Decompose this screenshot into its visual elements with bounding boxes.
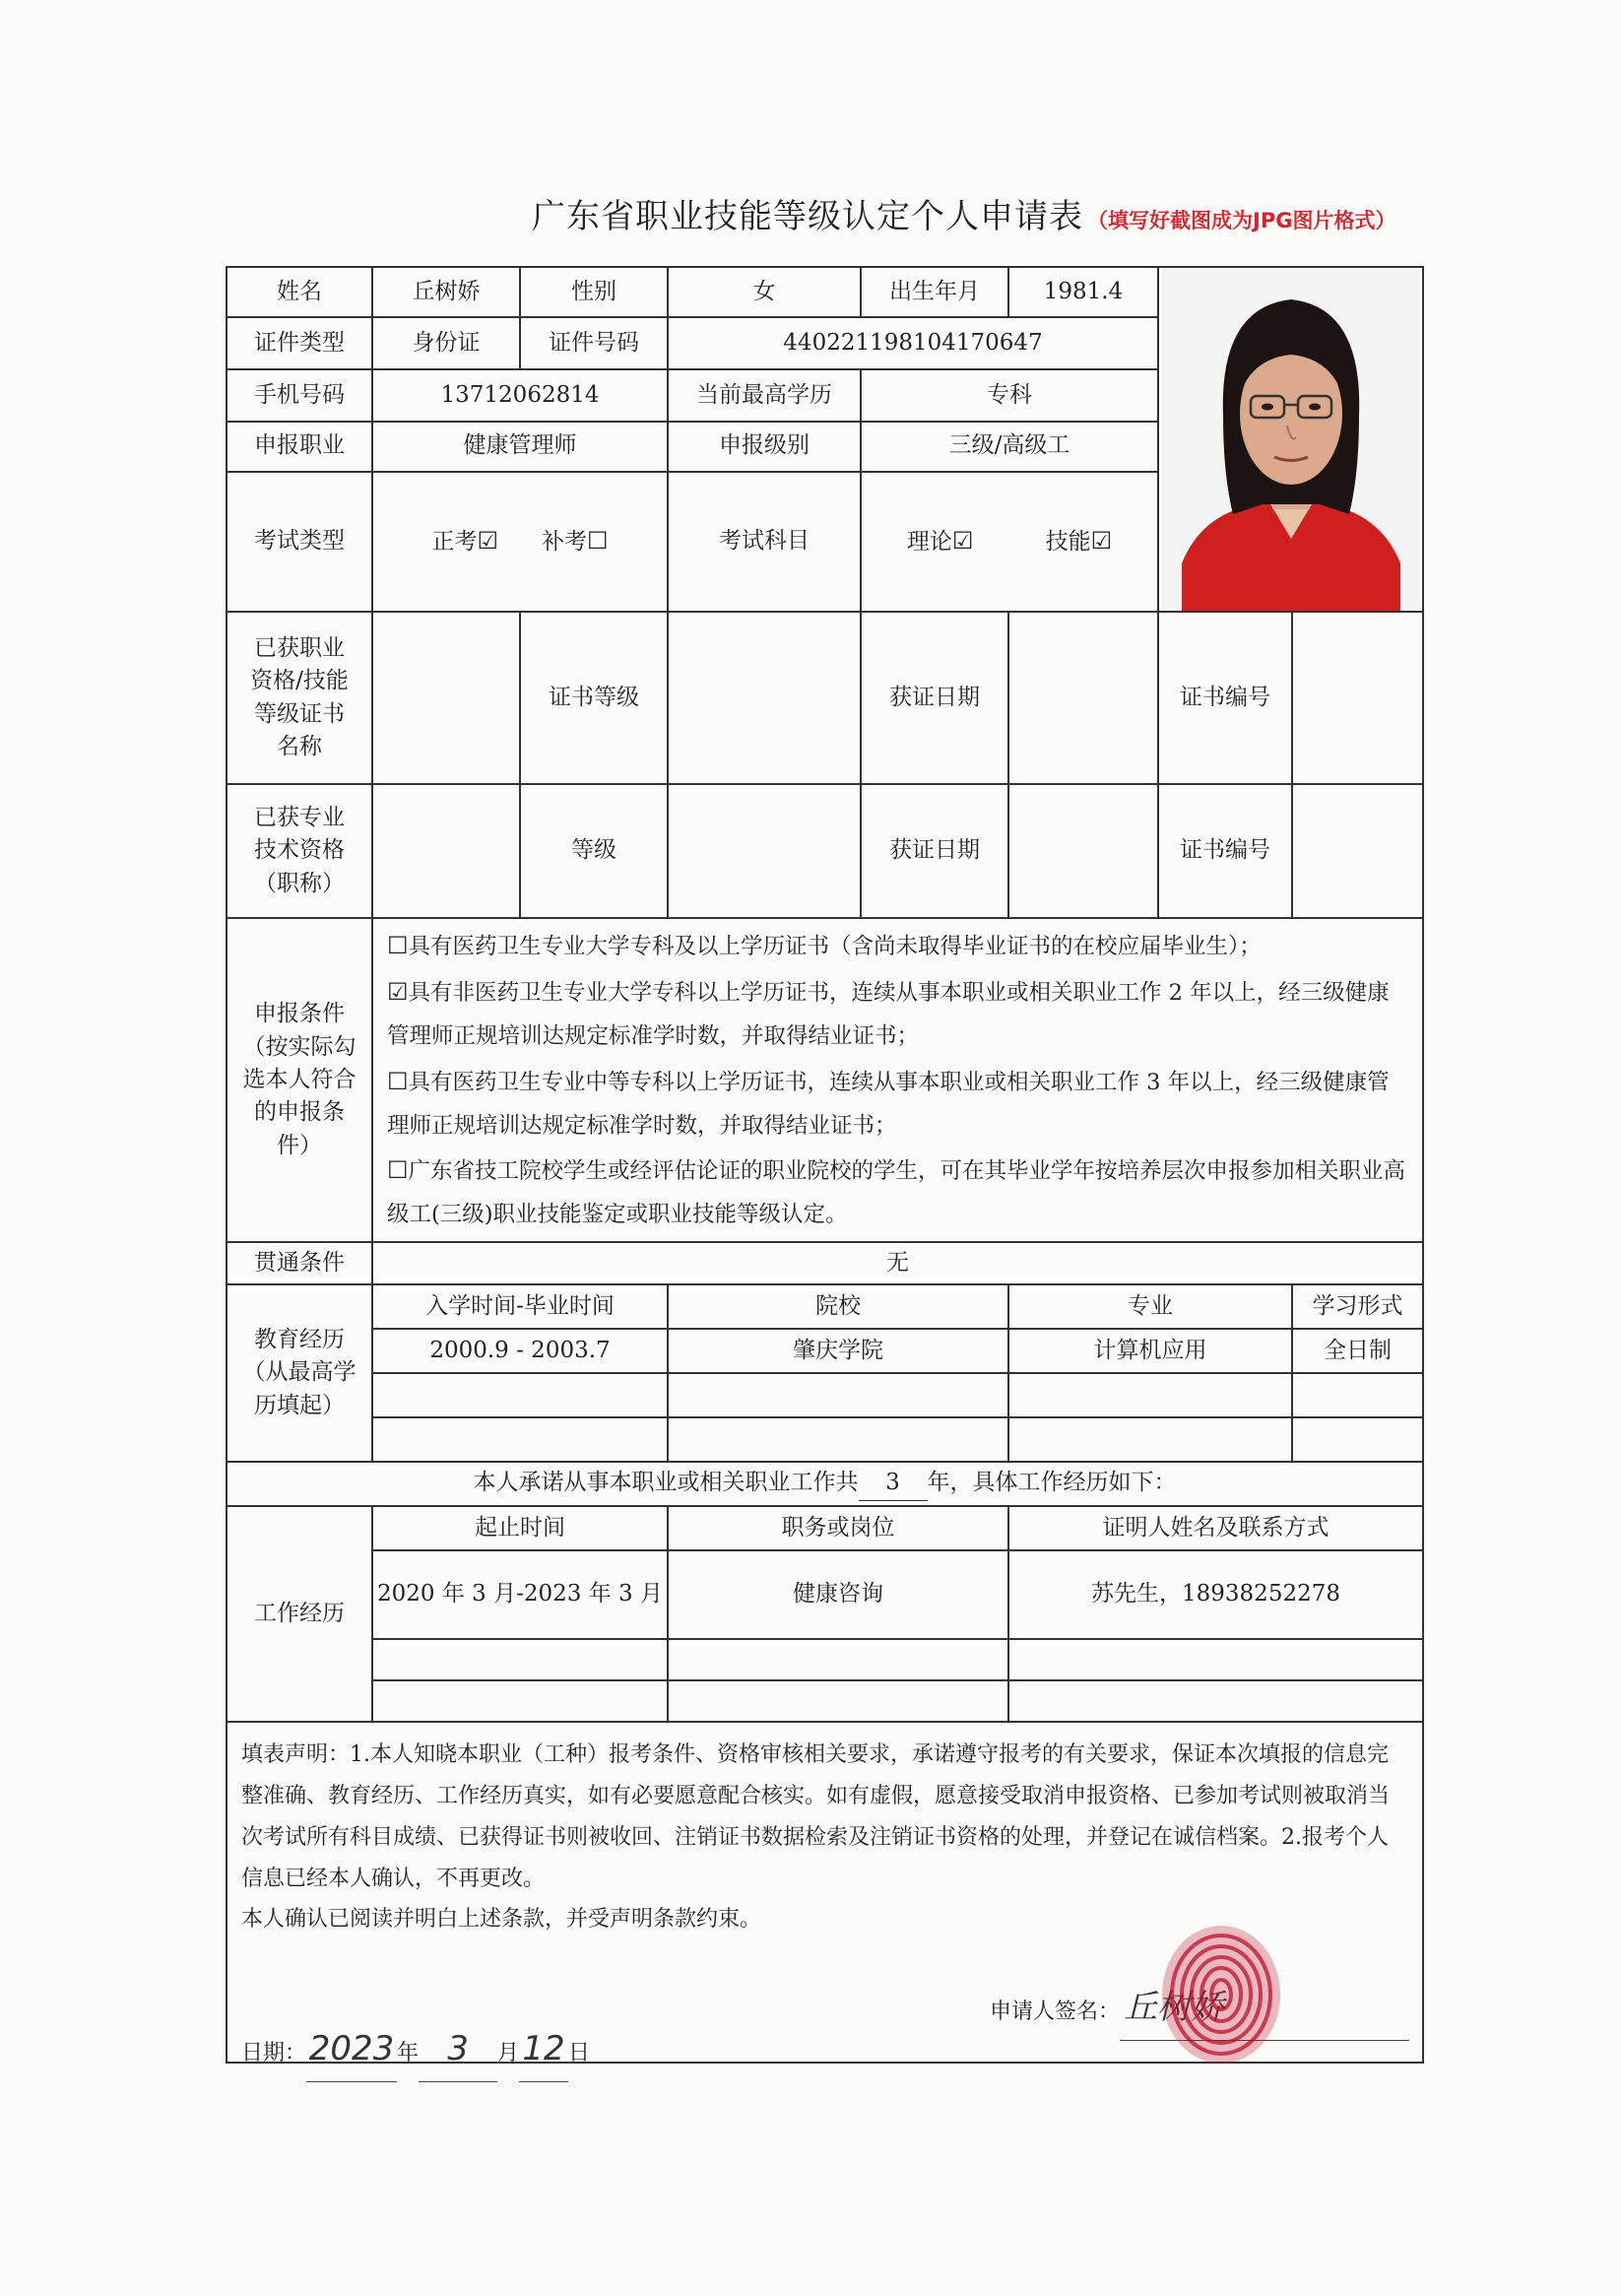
fingerprint-icon: [1157, 1921, 1285, 2068]
applicant-photo: [1162, 268, 1420, 611]
edu-row-empty: [227, 1417, 1423, 1462]
edu-row: [227, 1329, 1423, 1373]
label-birth: 出生年月: [861, 267, 1008, 317]
label-tech-level: 等级: [520, 784, 668, 918]
declaration-cell: [227, 1722, 1423, 2069]
work-promise-after: 年，具体工作经历如下：: [927, 1470, 1177, 1496]
label-phone: 手机号码: [227, 369, 372, 422]
declaration-text: 填表声明：1.本人知晓本职业（工种）报考条件、资格审核相关要求，承诺遵守报考的有关要求，保证本次填报的信息完整准确、教育经历、工作经历真实，如有必要愿意配合核实。如有虚假，愿意接受取消申报资格、已参加考试则被取消当次考试所有科目成绩、已获得证书则被收回、注销证书数据检索及注销证书资格的处理，并登记在诚信档案。2.报考个人信息已经本人确认，不再更改。: [241, 1742, 1391, 1891]
condition-checkbox[interactable]: ☐: [387, 932, 409, 959]
title-note: （填写好截图成为JPG图片格式）: [1087, 209, 1396, 232]
condition-item: [387, 1148, 1408, 1237]
work-header-referee: 证明人姓名及联系方式: [1008, 1506, 1423, 1550]
subject-theory-checkbox[interactable]: ☑: [951, 527, 974, 556]
value-tech-title: [372, 784, 520, 918]
value-cert-no: [1292, 612, 1423, 784]
date-day-unit: 日: [568, 2041, 591, 2066]
label-level: 申报级别: [668, 422, 861, 472]
subject-skill-label: 技能: [1045, 529, 1091, 556]
value-occupation: 健康管理师: [372, 422, 668, 472]
label-occupation: 申报职业: [227, 422, 372, 472]
value-education: 专科: [861, 369, 1158, 422]
value-through: 无: [372, 1242, 1423, 1284]
value-id-number: 440221198104170647: [668, 317, 1158, 369]
exam-type-makeup-checkbox[interactable]: ☐: [586, 527, 609, 556]
edu-school: 肇庆学院: [668, 1329, 1008, 1373]
declaration-confirm: 本人确认已阅读并明白上述条款，并受声明条款约束。: [241, 1907, 762, 1933]
work-header-period: 起止时间: [372, 1506, 668, 1550]
condition-checkbox[interactable]: ☐: [387, 1067, 409, 1095]
edu-mode: 全日制: [1292, 1329, 1423, 1373]
value-level: 三级/高级工: [861, 422, 1158, 472]
label-work-history: 工作经历: [227, 1506, 372, 1722]
value-tech-no: [1292, 784, 1423, 918]
label-conditions: 申报条件（按实际勾选本人符合的申报条件）: [227, 918, 372, 1242]
edu-header-period: 入学时间-毕业时间: [372, 1284, 668, 1329]
work-referee: 苏先生，18938252278: [1008, 1550, 1423, 1639]
label-through: 贯通条件: [227, 1242, 372, 1284]
date-label: 日期：: [241, 2041, 307, 2066]
signature-label: 申请人签名：: [990, 2000, 1121, 2025]
value-cert-level: [668, 612, 861, 784]
work-promise-before: 本人承诺从事本职业或相关职业工作共: [473, 1470, 859, 1496]
condition-text: 具有医药卫生专业中等专科以上学历证书，连续从事本职业或相关职业工作 3 年以上，经三级健康管理师正规培训达规定标准学时数，并取得结业证书；: [387, 1069, 1390, 1139]
edu-major: 计算机应用: [1008, 1329, 1292, 1373]
label-cert-name: 已获职业资格/技能等级证书名称: [227, 612, 372, 784]
form-title-text: 广东省职业技能等级认定个人申请表: [532, 197, 1083, 236]
condition-text: 广东省技工院校学生或经评估论证的职业院校的学生，可在其毕业学年按培养层次申报参加相关职业高级工(三级)职业技能鉴定或职业技能等级认定。: [387, 1158, 1406, 1228]
edu-period: 2000.9 - 2003.7: [372, 1329, 668, 1373]
date-day: 12: [519, 2017, 568, 2082]
label-id-type: 证件类型: [227, 317, 372, 369]
photo-cell: [1158, 267, 1423, 612]
edu-header-school: 院校: [668, 1284, 1008, 1329]
date-year: 2023: [306, 2017, 397, 2082]
form-title: [532, 189, 1395, 237]
edu-row-empty: [227, 1373, 1423, 1417]
exam-type-makeup-label: 补考: [541, 529, 587, 556]
value-birth: 1981.4: [1008, 267, 1158, 317]
subject-skill-checkbox[interactable]: ☑: [1090, 527, 1113, 556]
condition-text: 具有医药卫生专业大学专科及以上学历证书（含尚未取得毕业证书的在校应届毕业生）；: [408, 934, 1262, 959]
application-form: [226, 266, 1424, 2069]
value-name: 丘树娇: [372, 267, 520, 317]
label-edu-history: 教育经历（从最高学历填起）: [227, 1284, 372, 1462]
signature-value: 丘树娇: [1120, 1976, 1409, 2041]
value-tech-level: [668, 784, 861, 918]
exam-type-options: [372, 472, 668, 612]
condition-item: [387, 969, 1408, 1059]
edu-header-major: 专业: [1008, 1284, 1292, 1329]
date-month: 3: [419, 2017, 497, 2082]
work-promise: [227, 1462, 1423, 1506]
value-tech-date: [1008, 784, 1158, 918]
label-tech-date: 获证日期: [861, 784, 1008, 918]
exam-type-regular-checkbox[interactable]: ☑: [477, 527, 499, 556]
label-cert-no: 证书编号: [1158, 612, 1292, 784]
date-line: [241, 2017, 590, 2082]
work-position: 健康咨询: [668, 1550, 1008, 1639]
condition-item: [387, 923, 1408, 969]
edu-header-mode: 学习形式: [1292, 1284, 1423, 1329]
exam-type-regular-label: 正考: [431, 529, 478, 556]
label-cert-level: 证书等级: [520, 612, 668, 784]
label-name: 姓名: [227, 267, 372, 317]
date-year-unit: 年: [397, 2041, 420, 2066]
label-cert-date: 获证日期: [861, 612, 1008, 784]
condition-text: 具有非医药卫生专业大学专科以上学历证书，连续从事本职业或相关职业工作 2 年以上，经三级健康管理师正规培训达规定标准学时数，并取得结业证书；: [387, 979, 1390, 1049]
work-period: 2020 年 3 月-2023 年 3 月: [372, 1550, 668, 1639]
label-gender: 性别: [520, 267, 668, 317]
condition-checkbox[interactable]: ☐: [387, 1156, 409, 1185]
label-exam-subject: 考试科目: [668, 472, 861, 612]
label-exam-type: 考试类型: [227, 472, 372, 612]
work-header-position: 职务或岗位: [668, 1506, 1008, 1550]
value-cert-date: [1008, 612, 1158, 784]
label-tech-title: 已获专业技术资格（职称）: [227, 784, 372, 918]
value-phone: 13712062814: [372, 369, 668, 422]
value-id-type: 身份证: [372, 317, 520, 369]
label-tech-no: 证书编号: [1158, 784, 1292, 918]
exam-subject-options: [861, 472, 1158, 612]
work-row-empty: [227, 1639, 1423, 1680]
work-promise-years: 3: [859, 1467, 928, 1500]
sign-area: [241, 1940, 1408, 2069]
value-gender: 女: [668, 267, 861, 317]
value-cert-name: [372, 612, 520, 784]
subject-theory-label: 理论: [906, 529, 952, 556]
condition-item: [387, 1059, 1408, 1148]
work-row-empty: [227, 1680, 1423, 1722]
work-row: [227, 1550, 1423, 1639]
condition-checkbox[interactable]: ☑: [387, 977, 409, 1006]
label-education: 当前最高学历: [668, 369, 861, 422]
date-month-unit: 月: [497, 2041, 520, 2066]
conditions-list: [372, 918, 1423, 1242]
label-id-number: 证件号码: [520, 317, 668, 369]
